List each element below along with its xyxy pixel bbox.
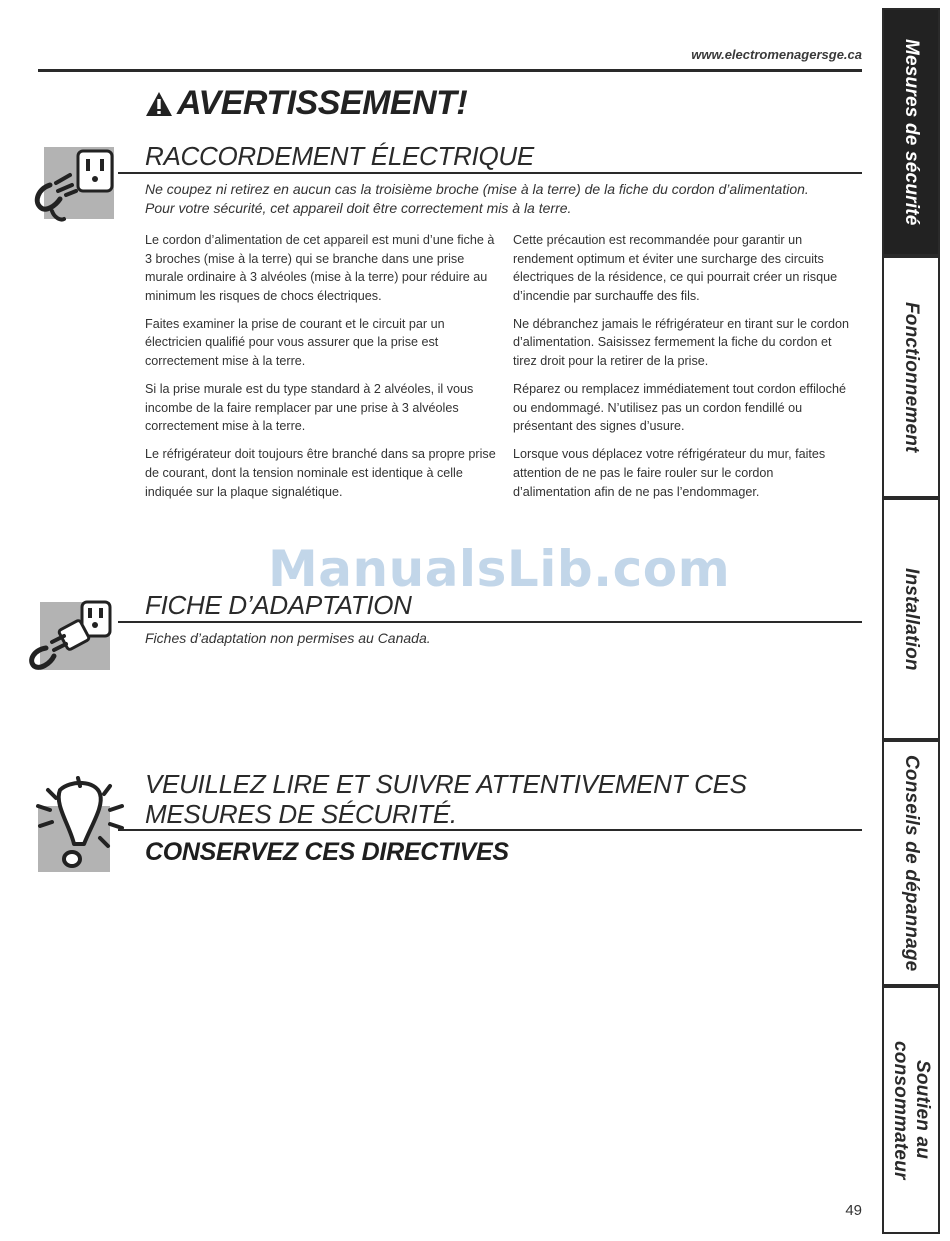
tab-installation[interactable] <box>882 498 940 740</box>
warning-heading <box>145 84 467 123</box>
tab-conseils-de-depannage[interactable] <box>882 740 940 986</box>
paragraph: Le cordon d’alimentation de cet appareil est muni d’une fiche à 3 broches (mise à la terre) qui se branche dans une prise murale ordinaire à 3 alvéoles (mise à la terre) pour réduire au minimum les risques de chocs électriques. <box>145 233 495 303</box>
tab-mesures-de-securite[interactable] <box>882 8 940 256</box>
directive-heading: CONSERVEZ CES DIRECTIVES <box>145 838 509 866</box>
adapter-plug-icon <box>24 598 112 679</box>
warning-title: AVERTISSEMENT! <box>177 84 468 122</box>
tab-label: Installation <box>901 567 922 671</box>
section-note-adaptation: Fiches d’adaptation non permises au Canada. <box>145 630 431 646</box>
page-number: 49 <box>845 1202 862 1219</box>
paragraph: Lorsque vous déplacez votre réfrigérateur du mur, faites attention de ne pas le faire rouler sur le cordon d’alimentation afin de ne pas l’endommager. <box>513 447 826 499</box>
section-title-raccordement: RACCORDEMENT ÉLECTRIQUE <box>145 141 534 171</box>
tab-label: Soutien au consommateur <box>890 1040 933 1180</box>
paragraph: Si la prise murale est du type standard à 2 alvéoles, il vous incombe de la faire remplacer par une prise à 3 alvéoles correctement mise à la terre. <box>145 382 474 434</box>
paragraph: Cette précaution est recommandée pour garantir un rendement optimum et éviter une surcharge des circuits électriques de la résidence, ce qui pourrait créer un risque d’incendie par surchauffe des fils. <box>513 233 838 303</box>
tab-label: Fonctionnement <box>901 301 922 453</box>
warning-triangle-icon <box>145 91 173 117</box>
paragraph: Le réfrigérateur doit toujours être branché dans sa propre prise de courant, dont la tension nominale est identique à celle indiquée sur la plaque signalétique. <box>145 447 496 499</box>
paragraph: Faites examiner la prise de courant et le circuit par un électricien qualifié pour vous assurer que la prise est correctement mise à la terre. <box>145 316 445 369</box>
tab-soutien-au-consommateur[interactable] <box>882 986 940 1234</box>
body-column-left <box>145 231 497 511</box>
exclamation-alert-icon <box>26 776 130 879</box>
watermark: ManualsLib.com <box>268 540 731 598</box>
top-rule <box>38 69 862 72</box>
tab-label: Conseils de dépannage <box>901 754 922 972</box>
tab-fonctionnement[interactable] <box>882 256 940 498</box>
paragraph: Ne débranchez jamais le réfrigérateur en tirant sur le cordon d’alimentation. Saisissez fermement la fiche du cordon et tirez droit pour la retirer de la prise. <box>513 316 850 369</box>
section-rule <box>118 621 862 623</box>
section-intro-raccordement: Ne coupez ni retirez en aucun cas la troisième broche (mise à la terre) de la fiche du cordon d’alimentation. Pour votre sécurité, cet appareil doit être correctement mis à la terre. <box>145 181 809 216</box>
paragraph: Réparez ou remplacez immédiatement tout cordon effiloché ou endommagé. N’utilisez pas un cordon fendillé ou présentant des signes d’usure. <box>513 382 846 434</box>
site-url: www.electromenagersge.ca <box>691 47 862 62</box>
tab-label: Mesures de sécurité <box>901 38 922 226</box>
body-column-right <box>513 231 851 511</box>
section-title-adaptation: FICHE D’ADAPTATION <box>145 590 412 620</box>
section-rule <box>118 829 862 831</box>
section-rule <box>118 172 862 174</box>
grounded-plug-icon <box>30 145 118 228</box>
section-title-veuillez: VEUILLEZ LIRE ET SUIVRE ATTENTIVEMENT CES MESURES DE SÉCURITÉ. <box>145 769 747 829</box>
